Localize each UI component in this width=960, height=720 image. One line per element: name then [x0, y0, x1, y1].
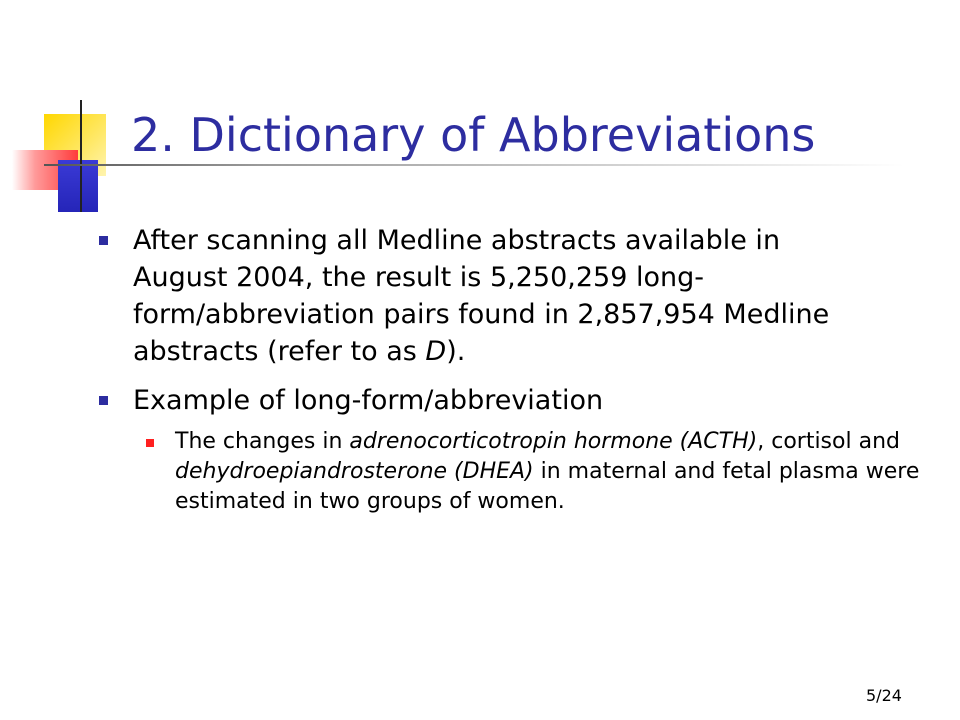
sub-bullet-emphasis: dehydroepiandrosterone (DHEA) [175, 459, 534, 484]
bullet-text: After scanning all Medline abstracts available in August 2004, the result is 5,250,259 long-form/abbreviation pairs found in 2,857,954 Medline abstracts (refer to as [133, 225, 830, 367]
slide-body [98, 222, 920, 539]
logo-vertical-line [80, 100, 82, 212]
sub-bullet-text: in maternal and fetal plasma were estimated in two groups of women. [175, 459, 920, 514]
title-underline [44, 164, 904, 166]
bullet-emphasis: D [425, 336, 447, 367]
bullet-item [98, 382, 838, 419]
logo-blue-square [58, 160, 98, 212]
sub-bullet-text: , cortisol and [757, 429, 900, 454]
bullet-text: Example of long-form/abbreviation [133, 385, 604, 416]
sub-bullet-emphasis: adrenocorticotropin hormone (ACTH) [349, 429, 758, 454]
bullet-item [98, 222, 838, 370]
slide-title: 2. Dictionary of Abbreviations [131, 108, 816, 162]
bullet-text-end: ). [446, 336, 466, 367]
sub-bullet-marker [146, 439, 154, 447]
sub-bullet-item [146, 427, 940, 517]
page-number: 5/24 [866, 686, 902, 705]
bullet-marker [99, 236, 108, 245]
bullet-marker [99, 396, 108, 405]
sub-bullet-text: The changes in [175, 429, 350, 454]
